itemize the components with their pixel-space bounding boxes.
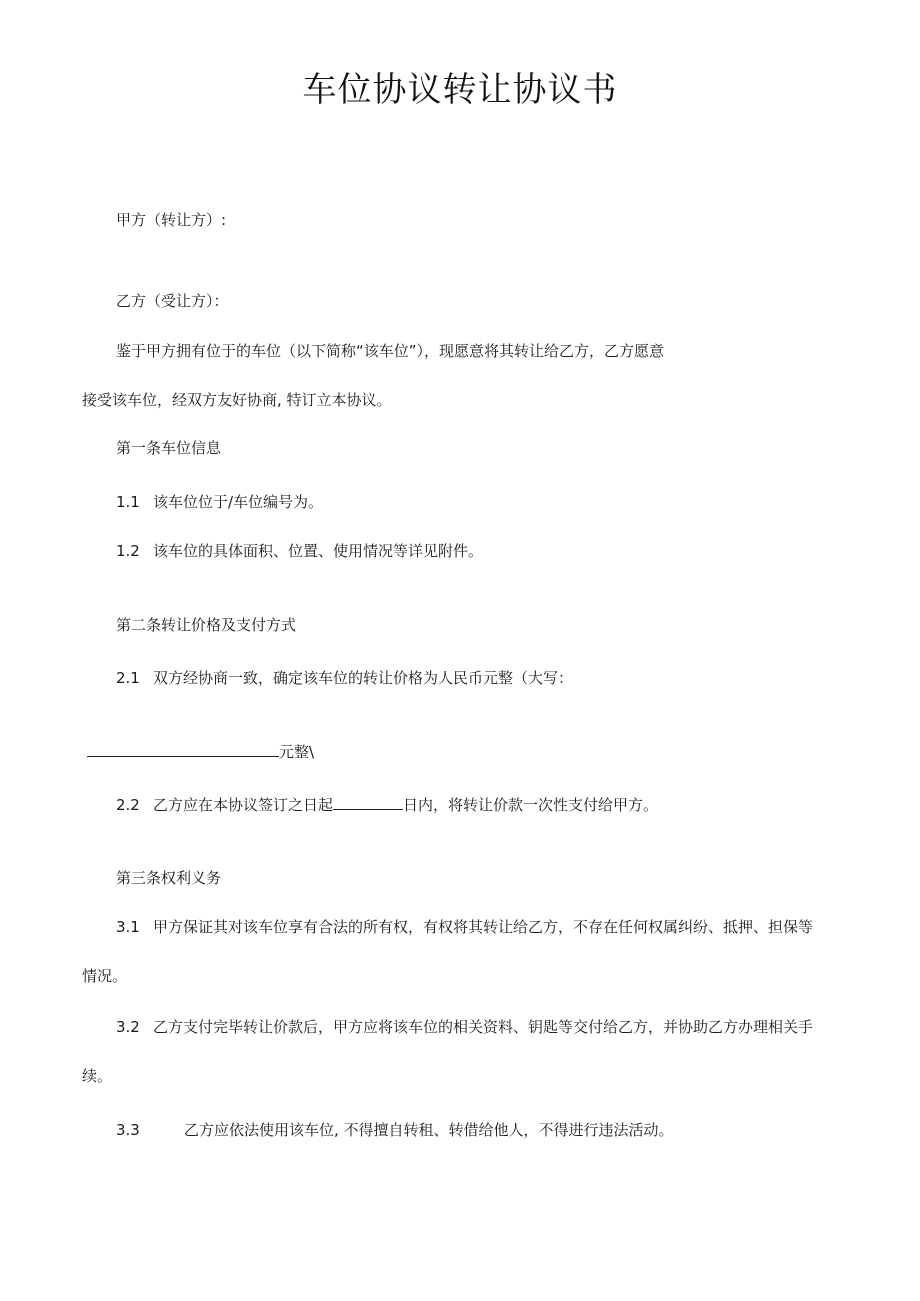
- document-title: 车位协议转让协议书: [302, 70, 618, 110]
- clause-3-3: [116, 1120, 674, 1140]
- clause-number: 2.1: [116, 669, 140, 687]
- preamble-line-1: 鉴于甲方拥有位于的车位（以下简称“该车位”），现愿意将其转让给乙方，乙方愿意: [116, 342, 665, 360]
- clause-3-1-continuation: 情况。: [82, 967, 128, 985]
- clause-number: 1.1: [116, 493, 140, 511]
- clause-1-1: [116, 492, 323, 512]
- clause-text: 乙方支付完毕转让价款后，甲方应将该车位的相关资料、钥匙等交付给乙方，并协助乙方办理相关手: [153, 1018, 814, 1036]
- clause-3-2: [116, 1017, 813, 1037]
- article-2-heading: 第二条转让价格及支付方式: [116, 616, 297, 634]
- article-3-heading: 第三条权利义务: [116, 869, 222, 887]
- clause-3-2-continuation: 续。: [82, 1067, 113, 1085]
- clause-number: 3.2: [116, 1018, 140, 1036]
- clause-number: 3.3: [116, 1121, 140, 1139]
- clause-3-1: [116, 917, 813, 937]
- clause-2-1: [116, 668, 573, 688]
- clause-text: 乙方应依法使用该车位, 不得擅自转租、转借给他人，不得进行违法活动。: [184, 1121, 674, 1139]
- fill-in-blank[interactable]: [333, 795, 403, 810]
- clause-text: 该车位位于/车位编号为。: [153, 493, 324, 511]
- clause-text: 该车位的具体面积、位置、使用情况等详见附件。: [153, 542, 484, 560]
- clause-2-2: [116, 795, 658, 815]
- clause-text: 双方经协商一致，确定该车位的转让价格为人民币元整（大写：: [153, 669, 574, 687]
- clause-number: 3.1: [116, 918, 140, 936]
- fill-in-blank[interactable]: [87, 742, 279, 757]
- article-1-heading: 第一条车位信息: [116, 439, 222, 457]
- clause-text: 元整\: [279, 743, 315, 761]
- party-b-label: 乙方（受让方）：: [116, 292, 229, 310]
- clause-text: 甲方保证其对该车位享有合法的所有权，有权将其转让给乙方，不存在任何权属纠纷、抵押、担保等: [153, 918, 814, 936]
- clause-text: 日内，将转让价款一次性支付给甲方。: [403, 796, 659, 814]
- clause-1-2: [116, 541, 483, 561]
- clause-2-1-continuation: [87, 742, 314, 762]
- clause-number: 1.2: [116, 542, 140, 560]
- clause-text: 乙方应在本协议签订之日起: [153, 796, 334, 814]
- party-a-label: 甲方（转让方）:: [116, 211, 227, 229]
- preamble-line-2: 接受该车位，经双方友好协商, 特订立本协议。: [82, 391, 392, 409]
- clause-number: 2.2: [116, 796, 140, 814]
